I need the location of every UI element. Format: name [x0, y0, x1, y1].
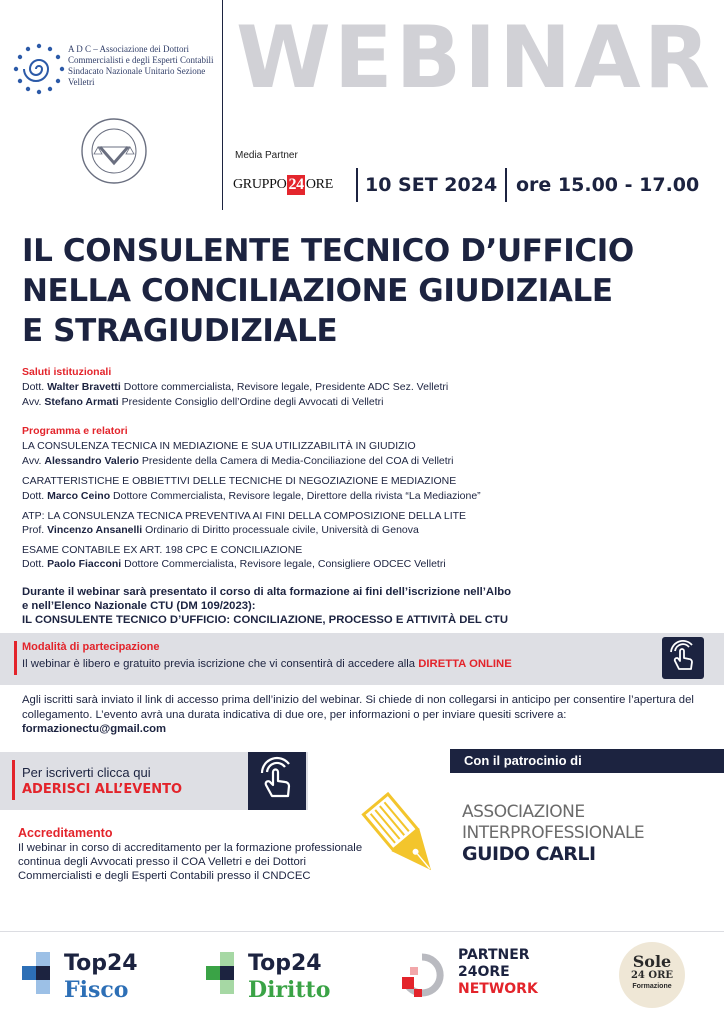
- sole-line-1: Sole: [632, 952, 672, 971]
- event-title: [22, 231, 712, 351]
- aigc-line-1: ASSOCIAZIONE: [462, 802, 585, 822]
- program-topic: ESAME CONTABILE EX ART. 198 CPC E CONCILIAZIONE: [22, 544, 303, 556]
- speaker-name: Stefano Armati: [44, 396, 119, 408]
- corso-line-2: e nell’Elenco Nazionale CTU (DM 109/2023):: [22, 600, 256, 612]
- aigc-line-2: INTERPROFESSIONALE: [462, 823, 645, 843]
- webinar-heading: WEBINAR: [236, 8, 713, 108]
- header-separator: [356, 168, 358, 202]
- diritto-bottom-text: Diritto: [248, 977, 331, 1003]
- diritto-squares-icon: [206, 952, 246, 1000]
- top24-diritto-logo: [206, 948, 366, 1004]
- diretta-online-link[interactable]: DIRETTA ONLINE: [418, 658, 512, 670]
- top24-fisco-logo: [22, 948, 182, 1004]
- saluti-heading: Saluti istituzionali: [22, 366, 112, 378]
- ordine-avvocati-seal-icon: [80, 117, 148, 185]
- gruppo-ore-text: ORE: [305, 177, 333, 192]
- program-topic: ATP: LA CONSULENZA TECNICA PREVENTIVA AI FINI DELLA COMPOSIZIONE DELLA LITE: [22, 510, 467, 522]
- partner-line-1: PARTNER: [458, 947, 530, 963]
- contact-email-link[interactable]: formazionectu@gmail.com: [22, 723, 167, 735]
- speaker-name: Alessandro Valerio: [44, 455, 139, 467]
- corso-line-1: Durante il webinar sarà presentato il corso di alta formazione ai fini dell’iscrizione nell’Albo: [22, 586, 512, 598]
- program-speaker: Avv. Alessandro Valerio Presidente della Camera di Media-Conciliazione del COA di Velletri: [22, 455, 454, 467]
- fountain-pen-nib-icon: [358, 790, 450, 886]
- corso-line-3: IL CONSULENTE TECNICO D’UFFICIO: CONCILIAZIONE, PROCESSO E ATTIVITÀ DEL CTU: [22, 614, 508, 626]
- corso-announcement: [22, 585, 511, 627]
- title-line-1: IL CONSULENTE TECNICO D’UFFICIO: [22, 233, 634, 269]
- gruppo-24ore-logo: [233, 173, 333, 197]
- sole-line-2: 24 ORE: [630, 970, 674, 981]
- fisco-top-text: Top24: [64, 951, 138, 976]
- info-paragraph: Agli iscritti sarà inviato il link di accesso prima dell’inizio del webinar. Si chiede di non collegarsi in anticipo per consentire l’apertura del collegamento. L’evento avrà una durata indicativa di due ore, per informazioni o per inviare quesiti scrivere a: formazionectu@gmail.com: [22, 694, 694, 735]
- iscrizione-prompt: Per iscriverti clicca qui: [22, 765, 151, 780]
- header-divider: [222, 0, 223, 210]
- modalita-accent-bar: [14, 641, 17, 675]
- saluti-item: Dott. Walter Bravetti Dottore commercialista, Revisore legale, Presidente ADC Sez. Velletri: [22, 381, 449, 393]
- patrocinio-label: Con il patrocinio di: [450, 749, 724, 773]
- event-time: ore 15.00 - 17.00: [516, 174, 700, 196]
- title-line-3: E STRAGIUDIZIALE: [22, 313, 338, 349]
- iscrizione-accent-bar: [12, 760, 15, 800]
- gruppo-24-box: 24: [288, 176, 304, 193]
- click-hand-icon[interactable]: [662, 637, 704, 679]
- partner-line-2: 24ORE: [458, 964, 510, 980]
- diritto-top-text: Top24: [248, 951, 322, 976]
- saluti-item: Avv. Stefano Armati Presidente Consiglio dell’Ordine degli Avvocati di Velletri: [22, 396, 384, 408]
- sole-24-ore-formazione-logo: [617, 940, 687, 1010]
- speaker-name: Vincenzo Ansanelli: [47, 524, 143, 536]
- gruppo-text: GRUPPO: [233, 177, 287, 192]
- partner-24ore-network-logo: [400, 947, 570, 1003]
- speaker-name: Marco Ceino: [47, 490, 111, 502]
- program-topic: CARATTERISTICHE E OBBIETTIVI DELLE TECNICHE DI NEGOZIAZIONE E MEDIAZIONE: [22, 475, 457, 487]
- sole-line-3: Formazione: [632, 983, 672, 990]
- click-hand-icon[interactable]: [248, 752, 306, 810]
- event-date: 10 SET 2024: [365, 174, 498, 196]
- title-line-2: NELLA CONCILIAZIONE GIUDIZIALE: [22, 273, 613, 309]
- accreditamento-heading: Accreditamento: [18, 826, 113, 840]
- partner-line-3: NETWORK: [458, 981, 538, 997]
- speaker-name: Paolo Fiacconi: [47, 558, 122, 570]
- adc-association-name: A D C – Associazione dei Dottori Commercialisti e degli Esperti Contabili Sindacato Nazionale Unitario Sezione Velletri: [68, 44, 214, 87]
- program-topic: LA CONSULENZA TECNICA IN MEDIAZIONE E SUA UTILIZZABILITÀ IN GIUDIZIO: [22, 440, 416, 452]
- guido-carli-logo: [462, 802, 644, 865]
- modalita-heading: Modalità di partecipazione: [22, 641, 160, 653]
- fisco-bottom-text: Fisco: [64, 977, 129, 1003]
- media-partner-label: Media Partner: [235, 150, 298, 161]
- program-speaker: Dott. Marco Ceino Dottore Commercialista, Revisore legale, Direttore della rivista “La Mediazione”: [22, 490, 481, 502]
- programma-heading: Programma e relatori: [22, 425, 128, 437]
- partner-network-icon: [400, 953, 450, 999]
- accreditamento-text: Il webinar in corso di accreditamento per la formazione professionale continua degli Avvocati presso il COA Velletri e dei Dottori Commercialisti e degli Esperti Contabili presso il CNDCEC: [18, 842, 363, 882]
- modalita-text: Il webinar è libero e gratuito previa iscrizione che vi consentirà di accedere alla DIRETTA ONLINE: [22, 658, 512, 670]
- footer-divider: [0, 931, 724, 932]
- aigc-line-3: GUIDO CARLI: [462, 843, 596, 865]
- adc-logo-icon: [12, 42, 66, 96]
- program-speaker: Prof. Vincenzo Ansanelli Ordinario di Diritto processuale civile, Università di Genova: [22, 524, 419, 536]
- speaker-name: Walter Bravetti: [47, 381, 121, 393]
- program-speaker: Dott. Paolo Fiacconi Dottore Commercialista, Revisore legale, Consigliere ODCEC Velletri: [22, 558, 446, 570]
- aderisci-link[interactable]: ADERISCI ALL’EVENTO: [22, 782, 183, 797]
- fisco-squares-icon: [22, 952, 62, 1000]
- header-separator: [505, 168, 507, 202]
